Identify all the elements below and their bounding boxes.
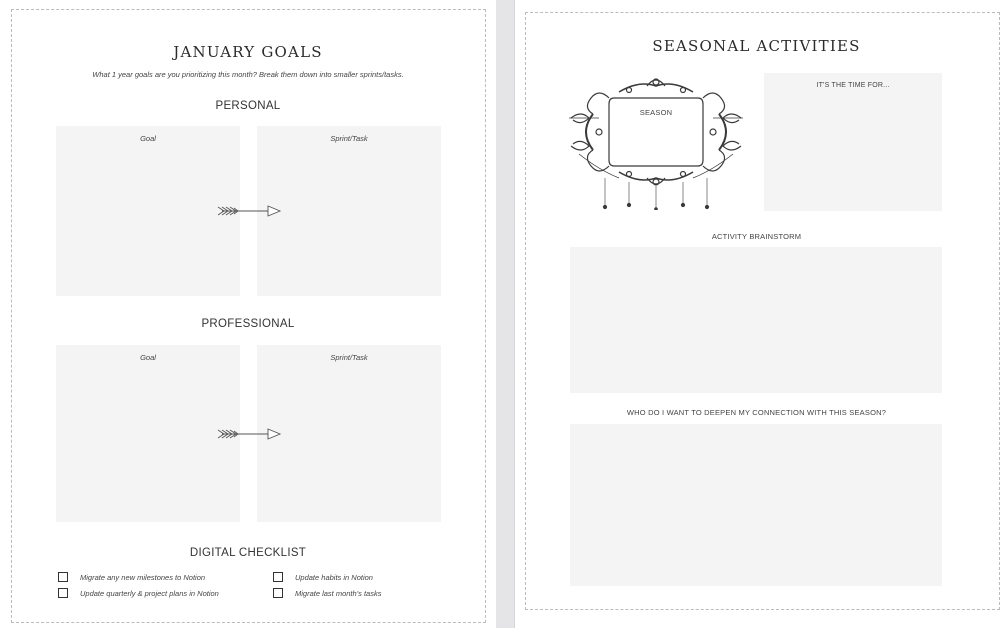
page-subtitle: What 1 year goals are you prioritizing this month? Break them down into smaller sprints/tasks.: [92, 70, 404, 79]
page-title: SEASONAL ACTIVITIES: [652, 37, 861, 55]
checklist-item-label: Update habits in Notion: [295, 572, 373, 582]
connection-box[interactable]: [570, 424, 942, 586]
checklist-item-label: Migrate last month's tasks: [295, 588, 382, 598]
activity-brainstorm-box[interactable]: [570, 247, 942, 393]
january-goals-page: [0, 0, 496, 628]
personal-task-label: Sprint/Task: [330, 134, 368, 143]
checklist-item[interactable]: [273, 572, 373, 582]
checkbox[interactable]: [273, 572, 283, 582]
checkbox[interactable]: [273, 588, 283, 598]
time-for-box[interactable]: [764, 73, 942, 211]
seasonal-activities-page: [514, 0, 1005, 628]
professional-task-label: Sprint/Task: [330, 353, 368, 362]
checklist-heading: DIGITAL CHECKLIST: [189, 547, 307, 559]
professional-heading: PROFESSIONAL: [201, 318, 295, 330]
professional-goal-box[interactable]: [56, 345, 240, 522]
checklist-item-label: Update quarterly & project plans in Notion: [80, 588, 219, 598]
activity-brainstorm-heading: ACTIVITY BRAINSTORM: [711, 232, 802, 241]
arrow-right-icon: [216, 428, 282, 440]
checkbox[interactable]: [58, 588, 68, 598]
season-label: SEASON: [639, 108, 673, 117]
time-for-label: IT'S THE TIME FOR...: [816, 82, 890, 89]
personal-task-box[interactable]: [257, 126, 441, 296]
professional-goal-label: Goal: [140, 353, 156, 362]
checklist-item[interactable]: [58, 588, 219, 598]
arrow-right-icon: [216, 205, 282, 217]
connection-heading: WHO DO I WANT TO DEEPEN MY CONNECTION WITH THIS SEASON?: [626, 408, 887, 417]
checkbox[interactable]: [58, 572, 68, 582]
checklist-item[interactable]: [273, 588, 381, 598]
personal-goal-label: Goal: [140, 134, 156, 143]
personal-heading: PERSONAL: [215, 100, 281, 112]
checklist-item[interactable]: [58, 572, 205, 582]
professional-task-box[interactable]: [257, 345, 441, 522]
page-title: JANUARY GOALS: [173, 43, 323, 61]
checklist-item-label: Migrate any new milestones to Notion: [80, 572, 206, 582]
personal-goal-box[interactable]: [56, 126, 240, 296]
ornamental-frame-icon: [569, 74, 743, 210]
